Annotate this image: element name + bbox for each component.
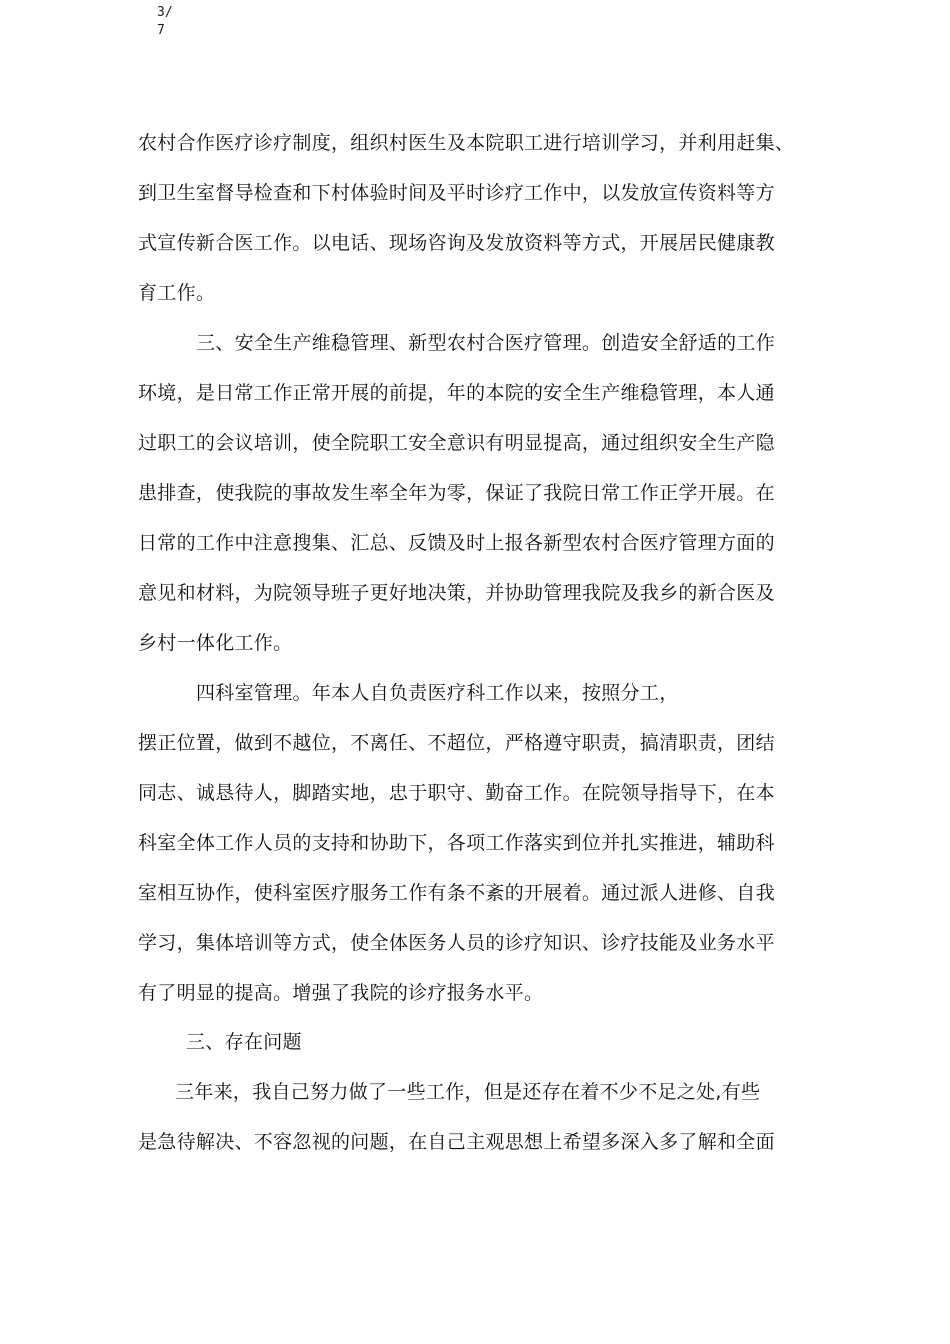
section-heading-safety: 三、安全生产维稳管理、新型农村合医疗管理。创造安全舒适的工作: [196, 332, 776, 354]
text-line: 有了明显的提高。增强了我院的诊疗报务水平。: [138, 982, 544, 1004]
text-line: 到卫生室督导检查和下村体验时间及平时诊疗工作中，以发放宣传资料等方: [138, 182, 775, 204]
text-line: 日常的工作中注意搜集、汇总、反馈及时上报各新型农村合医疗管理方面的: [138, 532, 775, 554]
text-line: 农村合作医疗诊疗制度，组织村医生及本院职工进行培训学习，并利用赶集、: [138, 132, 795, 154]
text-line: 同志、诚恳待人，脚踏实地，忠于职守、勤奋工作。在院领导指导下，在本: [138, 782, 775, 804]
text-line: 三年来，我自己努力做了一些工作，但是还存在着不少不足之处,有些: [175, 1081, 761, 1103]
text-line: 过职工的会议培训，使全院职工安全意识有明显提高，通过组织安全生产隐: [138, 432, 775, 454]
text-line: 室相互协作，使科室医疗服务工作有条不紊的开展着。通过派人进修、自我: [138, 882, 775, 904]
text-line: 摆正位置，做到不越位，不离任、不超位，严格遵守职责，搞清职责，团结: [138, 732, 775, 754]
text-line: 育工作。: [138, 282, 216, 304]
text-line: 乡村一体化工作。: [138, 632, 293, 654]
text-line: 是急待解决、不容忽视的问题，在自己主观思想上希望多深入多了解和全面: [138, 1131, 775, 1153]
page-number-top: 3/: [157, 5, 173, 20]
page-number: [157, 4, 187, 40]
text-line: 式宣传新合医工作。以电话、现场咨询及发放资料等方式，开展居民健康教: [138, 232, 775, 254]
text-line: 患排查，使我院的事故发生率全年为零，保证了我院日常工作正学开展。在: [138, 482, 775, 504]
text-line: 意见和材料，为院领导班子更好地决策，并协助管理我院及我乡的新合医及: [138, 582, 775, 604]
page-number-bottom: 7: [157, 23, 165, 38]
text-line: 学习，集体培训等方式，使全体医务人员的诊疗知识、诊疗技能及业务水平: [138, 932, 775, 954]
text-line: 环境，是日常工作正常开展的前提，年的本院的安全生产维稳管理，本人通: [138, 382, 775, 404]
section-heading-department: 四科室管理。年本人自负责医疗科工作以来，按照分工，: [196, 682, 679, 704]
text-line: 科室全体工作人员的支持和协助下，各项工作落实到位并扎实推进，辅助科: [138, 832, 775, 854]
section-heading-problems: 三、存在问题: [186, 1031, 302, 1053]
